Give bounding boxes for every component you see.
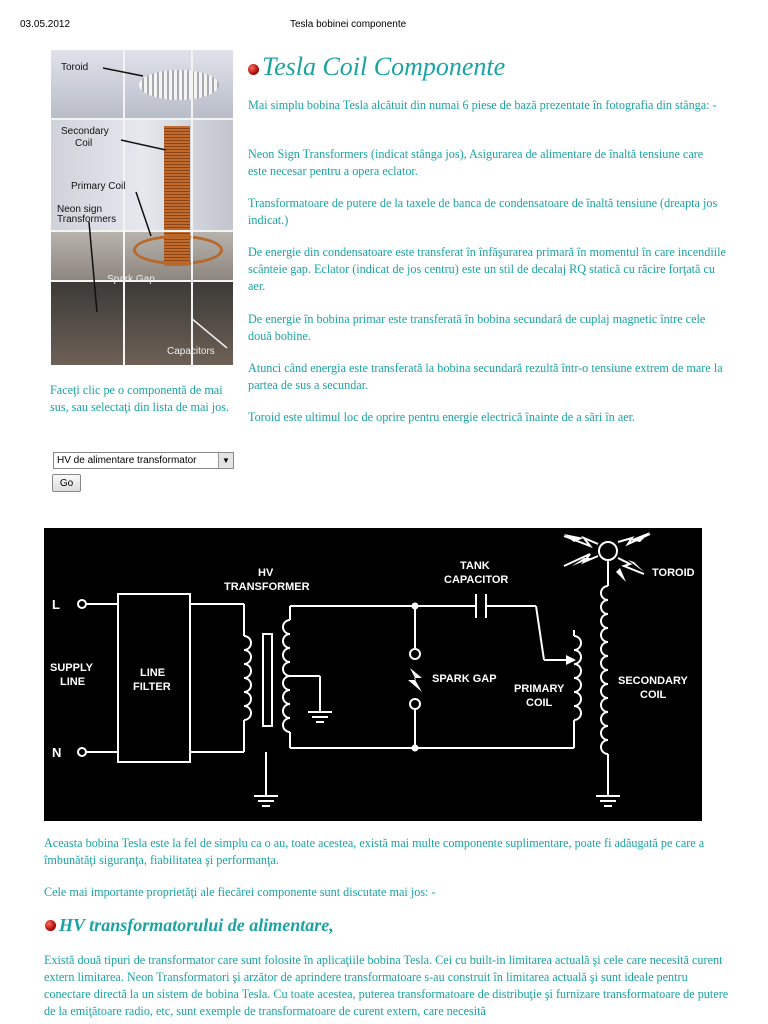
schematic-label-tank-2: CAPACITOR bbox=[444, 574, 509, 586]
lower-paragraph-1: Aceasta bobina Tesla este la fel de simplu ca o au, toate acestea, există mai multe componente suplimentare, poate fi adăugată pe care a îmbunătăţi siguranţa, fiabilitatea şi performanţa. bbox=[44, 836, 705, 867]
component-select[interactable] bbox=[53, 452, 234, 469]
schematic-drawing bbox=[44, 528, 702, 821]
bullet-icon bbox=[45, 920, 56, 931]
chevron-down-icon[interactable]: ▼ bbox=[218, 453, 233, 468]
photo-label-spark-gap[interactable]: Spark Gap bbox=[107, 274, 155, 285]
schematic-label-tank: TANK bbox=[460, 560, 490, 572]
schematic-label-secondary-2: COIL bbox=[640, 689, 667, 701]
page-title: Tesla Coil Componente bbox=[248, 52, 505, 82]
print-date: 03.05.2012 bbox=[20, 19, 71, 30]
sidebar-instruction: Faceţi clic pe o componentă de mai sus, sau selectaţi din lista de mai jos. bbox=[50, 383, 230, 414]
schematic-label-filter-2: FILTER bbox=[133, 681, 171, 693]
component-select-value: HV de alimentare transformator bbox=[57, 455, 197, 466]
schematic-label-primary-2: COIL bbox=[526, 697, 553, 709]
lower-paragraph-2: Cele mai importante proprietăţi ale fiecărei componente sunt discutate mai jos: - bbox=[44, 885, 436, 899]
power-transformer-paragraph: Transformatoare de putere de la taxele de banca de condensatoare de înaltă tensiune (dreapta jos indicat.) bbox=[248, 196, 718, 227]
schematic-label-primary: PRIMARY bbox=[514, 683, 565, 695]
tesla-coil-schematic bbox=[44, 528, 702, 821]
section-title: HV transformatorului de alimentare, bbox=[45, 915, 334, 936]
print-title: Tesla bobinei componente bbox=[290, 19, 407, 30]
secondary-coil-paragraph: Atunci când energia este transferată la bobina secundară rezultă într-o tensiune extrem de mare la partea de sus a secundar. bbox=[248, 361, 723, 392]
toroid-paragraph: Toroid este ultimul loc de oprire pentru energie electrică înainte de a sări în aer. bbox=[248, 410, 636, 424]
primary-coil-paragraph: De energie în bobina primar este transferată în bobina secundară de cuplaj magnetic între cele două bobine. bbox=[248, 312, 706, 343]
photo-label-neon[interactable]: Neon sign bbox=[57, 204, 103, 215]
capacitor-energy-paragraph: De energie din condensatoare este transferat în înfăşurarea primară în momentul în care incendiile scânteie gap. Eclator (indicat de jos centru) este un stil de decalaj RQ statică cu răcire forţată cu aer. bbox=[248, 245, 726, 293]
schematic-label-supply: SUPPLY bbox=[50, 662, 94, 674]
schematic-label-filter: LINE bbox=[140, 667, 166, 679]
go-button[interactable]: Go bbox=[52, 474, 81, 492]
neon-transformer-paragraph: Neon Sign Transformers (indicat stânga jos), Asigurarea de alimentare de înaltă tensiune care este necesar pentru a opera eclator. bbox=[248, 147, 704, 178]
bullet-icon bbox=[248, 64, 259, 75]
schematic-label-l: L bbox=[52, 597, 60, 612]
photo-label-secondary-2[interactable]: Coil bbox=[75, 138, 93, 149]
photo-label-primary[interactable]: Primary Coil bbox=[71, 181, 126, 192]
photo-label-toroid[interactable]: Toroid bbox=[61, 62, 89, 73]
schematic-label-n: N bbox=[52, 745, 62, 760]
section-paragraph: Există două tipuri de transformator care sunt folosite în aplicaţiile bobina Tesla. Cei cu built-in limitarea actuală şi cele care necesită curent extern limitarea. Neon Transformatori şi arzător de aprindere transformatoare s-au construit în limitarea actuală şi sunt ideale pentru conectare directă la un sistem de bobina Tesla. Cu toate acestea, puterea transformatoare de distribuţie şi furnizare transformatoare de putere de la emiţătoare radio, etc, sunt exemple de transformatoare de curent extern, care necesită bbox=[44, 953, 729, 1018]
photo-label-capacitors[interactable]: Capacitors bbox=[167, 346, 215, 357]
schematic-label-secondary: SECONDARY bbox=[618, 675, 688, 687]
schematic-label-spark-gap: SPARK GAP bbox=[432, 673, 497, 685]
schematic-label-hv: HV bbox=[258, 567, 274, 579]
photo-label-secondary[interactable]: Secondary bbox=[61, 126, 109, 137]
schematic-label-hv-2: TRANSFORMER bbox=[224, 581, 310, 593]
schematic-label-toroid: TOROID bbox=[652, 567, 695, 579]
schematic-label-supply-2: LINE bbox=[60, 676, 86, 688]
tesla-coil-photo[interactable] bbox=[51, 50, 233, 365]
intro-paragraph: Mai simplu bobina Tesla alcătuit din numai 6 piese de bază prezentate în fotografia din stânga: - bbox=[248, 98, 717, 112]
photo-label-neon-2[interactable]: Transformers bbox=[57, 214, 117, 225]
